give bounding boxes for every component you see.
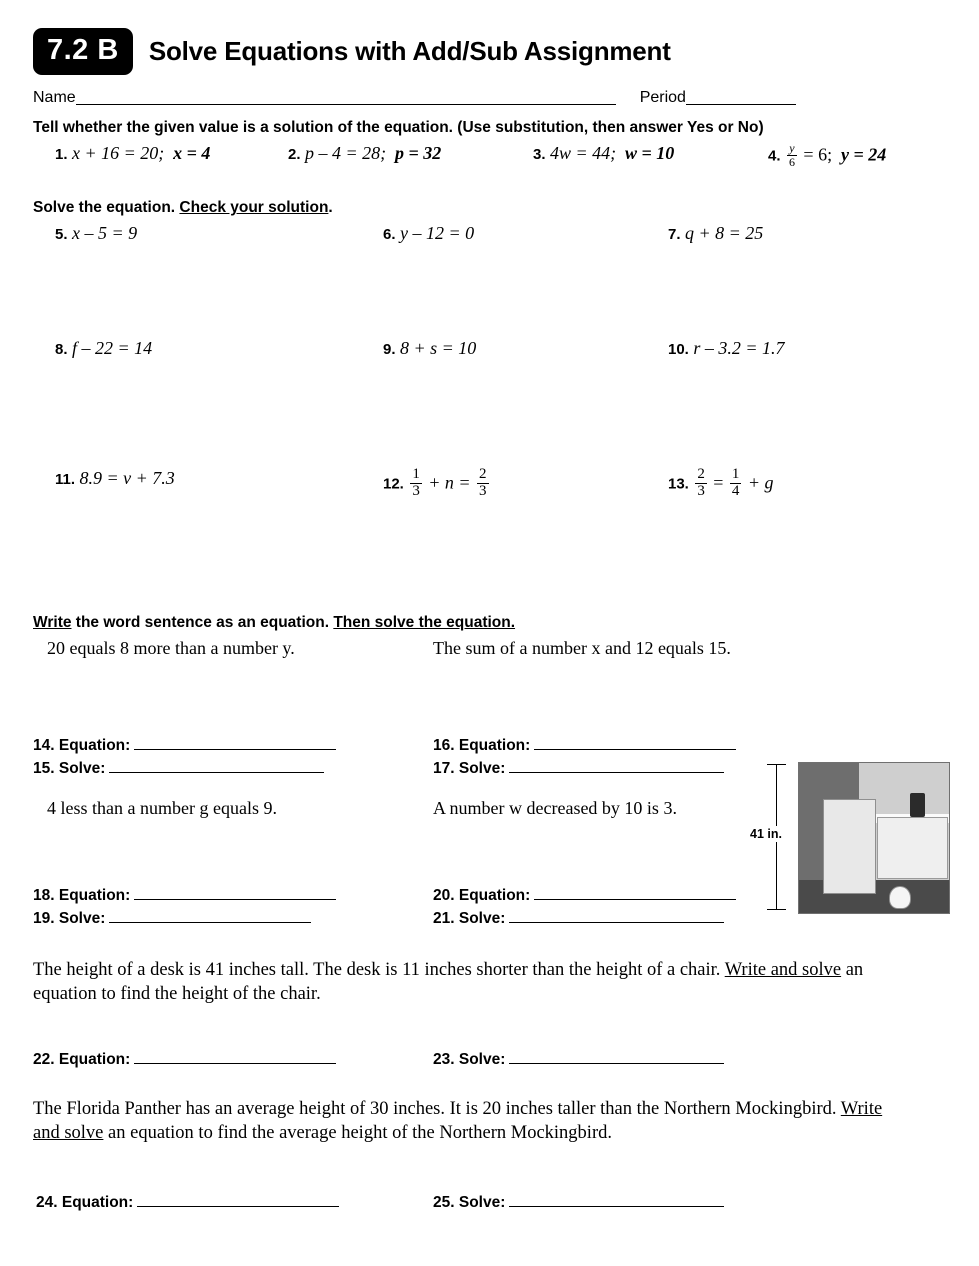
dimension-label: 41 in. bbox=[750, 827, 782, 841]
answer-18-blank[interactable] bbox=[134, 886, 336, 900]
instruction-then-solve-underlined: Then solve the equation. bbox=[333, 614, 516, 631]
answer-21-blank[interactable] bbox=[509, 909, 724, 923]
answer-20-label: 20. Equation: bbox=[433, 887, 531, 904]
answer-18-label: 18. Equation: bbox=[33, 887, 131, 904]
instruction-solve-part1: Solve the equation. bbox=[33, 199, 180, 216]
problem-10 bbox=[668, 338, 784, 359]
answer-15-blank[interactable] bbox=[109, 759, 324, 773]
desk-problem-underlined: Write and solve bbox=[724, 960, 842, 980]
instruction-solve-period: . bbox=[328, 199, 333, 216]
instruction-word-sentence bbox=[33, 614, 979, 632]
name-input[interactable] bbox=[76, 90, 616, 105]
instruction-write-mid: the word sentence as an equation. bbox=[71, 614, 334, 631]
problem-8-equation: f – 22 = 14 bbox=[71, 338, 153, 358]
answer-25-blank[interactable] bbox=[509, 1193, 724, 1207]
answer-row-14-16 bbox=[33, 736, 979, 759]
problem-4-value: y = 24 bbox=[840, 144, 887, 165]
answer-23-blank[interactable] bbox=[509, 1050, 724, 1064]
answer-16 bbox=[433, 736, 736, 755]
answer-18 bbox=[33, 886, 336, 905]
answer-14 bbox=[33, 736, 336, 755]
problem-row-5-7 bbox=[33, 223, 979, 338]
problem-4-number: 4. bbox=[768, 147, 781, 165]
problem-12-middle: + n = bbox=[428, 472, 471, 493]
instruction-solve-underlined: Check your solution bbox=[179, 199, 329, 216]
answer-23 bbox=[433, 1050, 724, 1069]
answer-row-22-23 bbox=[33, 1050, 979, 1073]
instruction-solve bbox=[33, 199, 979, 217]
problem-row-11-13 bbox=[33, 468, 979, 588]
desk-photo bbox=[798, 762, 950, 914]
problem-6-number: 6. bbox=[383, 226, 396, 243]
panther-problem-part2: an equation to find the average height of the Northern Mockingbird. bbox=[103, 1123, 612, 1144]
answer-14-blank[interactable] bbox=[134, 736, 336, 750]
problem-1-equation: x + 16 = 20; bbox=[71, 143, 165, 163]
problem-row-1 bbox=[33, 143, 979, 183]
problem-5-number: 5. bbox=[55, 226, 68, 243]
lesson-badge: 7.2 B bbox=[33, 28, 133, 75]
problem-7-number: 7. bbox=[668, 226, 681, 243]
problem-10-number: 10. bbox=[668, 341, 689, 358]
problem-2-equation: p – 4 = 28; bbox=[304, 143, 387, 163]
answer-17 bbox=[433, 759, 724, 778]
answer-row-24-25 bbox=[33, 1193, 979, 1216]
problem-4 bbox=[768, 143, 886, 169]
problem-3-equation: 4w = 44; bbox=[549, 143, 617, 163]
answer-19-label: 19. Solve: bbox=[33, 910, 106, 927]
desk-photo-figure bbox=[750, 762, 948, 912]
problem-6-equation: y – 12 = 0 bbox=[399, 223, 475, 243]
panther-problem-part1: The Florida Panther has an average height of 30 inches. It is 20 inches taller than the Northern Mockingbird. bbox=[33, 1099, 841, 1120]
problem-13 bbox=[668, 468, 773, 501]
problem-1-value: x = 4 bbox=[173, 143, 211, 163]
name-label: Name bbox=[33, 89, 76, 106]
problem-1 bbox=[55, 143, 210, 164]
word-sentence-20: A number w decreased by 10 is 3. bbox=[433, 798, 677, 818]
panther-problem-underlined: Write and solve bbox=[33, 1099, 883, 1144]
problem-3 bbox=[533, 143, 674, 164]
answer-22 bbox=[33, 1050, 336, 1069]
problem-11-equation: 8.9 = v + 7.3 bbox=[79, 468, 175, 488]
answer-19-blank[interactable] bbox=[109, 909, 311, 923]
problem-1-number: 1. bbox=[55, 146, 68, 163]
word-sentence-14: 20 equals 8 more than a number y. bbox=[47, 638, 295, 658]
page-header bbox=[0, 0, 979, 75]
answer-17-label: 17. Solve: bbox=[433, 760, 506, 777]
answer-20-blank[interactable] bbox=[534, 886, 736, 900]
answer-14-label: 14. Equation: bbox=[33, 737, 131, 754]
answer-15 bbox=[33, 759, 324, 778]
problem-13-middle: = bbox=[713, 472, 724, 493]
problem-13-tail: + g bbox=[747, 472, 774, 493]
answer-16-blank[interactable] bbox=[534, 736, 736, 750]
problem-13-number: 13. bbox=[668, 475, 689, 493]
problem-13-fraction-left: $\frac{2}{3}$ bbox=[697, 466, 705, 499]
problem-11 bbox=[55, 468, 175, 489]
desk-word-problem bbox=[33, 958, 913, 1006]
problem-10-equation: r – 3.2 = 1.7 bbox=[693, 338, 785, 358]
answer-21-label: 21. Solve: bbox=[433, 910, 506, 927]
answer-16-label: 16. Equation: bbox=[433, 737, 531, 754]
problem-5-equation: x – 5 = 9 bbox=[71, 223, 138, 243]
problem-row-8-10 bbox=[33, 338, 979, 468]
problem-12 bbox=[383, 468, 491, 501]
desk-problem-part1: The height of a desk is 41 inches tall. The desk is 11 inches shorter than the height of a chair. bbox=[33, 960, 725, 980]
answer-23-label: 23. Solve: bbox=[433, 1051, 506, 1069]
word-sentence-16: The sum of a number x and 12 equals 15. bbox=[433, 638, 731, 658]
answer-24-blank[interactable] bbox=[137, 1193, 339, 1207]
answer-17-blank[interactable] bbox=[509, 759, 724, 773]
problem-13-fraction-right: $\frac{1}{4}$ bbox=[731, 466, 740, 499]
problem-9 bbox=[383, 338, 476, 359]
panther-word-problem bbox=[33, 1097, 913, 1145]
answer-22-label: 22. Equation: bbox=[33, 1051, 131, 1069]
answer-25 bbox=[433, 1193, 724, 1212]
answer-20 bbox=[433, 886, 736, 905]
problem-3-number: 3. bbox=[533, 146, 546, 163]
problem-2-number: 2. bbox=[288, 146, 301, 163]
desk-problem-part2: an equation to find the height of the chair. bbox=[33, 960, 864, 1005]
answer-15-label: 15. Solve: bbox=[33, 760, 106, 777]
word-sentence-row-1 bbox=[33, 638, 979, 664]
answer-19 bbox=[33, 909, 311, 928]
problem-5 bbox=[55, 223, 137, 244]
name-period-line bbox=[33, 89, 979, 107]
problem-4-equation: = 6; bbox=[803, 144, 833, 165]
instruction-write-underlined: Write bbox=[33, 614, 72, 631]
answer-24-label: 24. Equation: bbox=[36, 1194, 134, 1212]
problem-4-fraction: $\frac{y}{6}$ bbox=[788, 141, 795, 169]
word-sentence-18: 4 less than a number g equals 9. bbox=[47, 798, 277, 818]
answer-21 bbox=[433, 909, 724, 928]
instruction-substitution: Tell whether the given value is a solution of the equation. (Use substitution, then answer Yes or No) bbox=[33, 119, 764, 136]
problem-6 bbox=[383, 223, 474, 244]
problem-7-equation: q + 8 = 25 bbox=[684, 223, 764, 243]
answer-24 bbox=[36, 1193, 339, 1212]
problem-3-value: w = 10 bbox=[625, 143, 675, 163]
problem-12-number: 12. bbox=[383, 475, 404, 493]
answer-22-blank[interactable] bbox=[134, 1050, 336, 1064]
problem-11-number: 11. bbox=[55, 471, 76, 488]
page-title: Solve Equations with Add/Sub Assignment bbox=[148, 36, 671, 66]
problem-2-value: p = 32 bbox=[395, 143, 442, 163]
problem-8 bbox=[55, 338, 152, 359]
problem-7 bbox=[668, 223, 763, 244]
problem-9-number: 9. bbox=[383, 341, 396, 358]
answer-25-label: 25. Solve: bbox=[433, 1194, 506, 1212]
problem-8-number: 8. bbox=[55, 341, 68, 358]
period-input[interactable] bbox=[686, 90, 796, 105]
problem-12-fraction-left: $\frac{1}{3}$ bbox=[412, 466, 420, 499]
problem-2 bbox=[288, 143, 441, 164]
problem-12-fraction-right: $\frac{2}{3}$ bbox=[479, 466, 487, 499]
problem-9-equation: 8 + s = 10 bbox=[399, 338, 477, 358]
period-label: Period bbox=[639, 89, 686, 106]
